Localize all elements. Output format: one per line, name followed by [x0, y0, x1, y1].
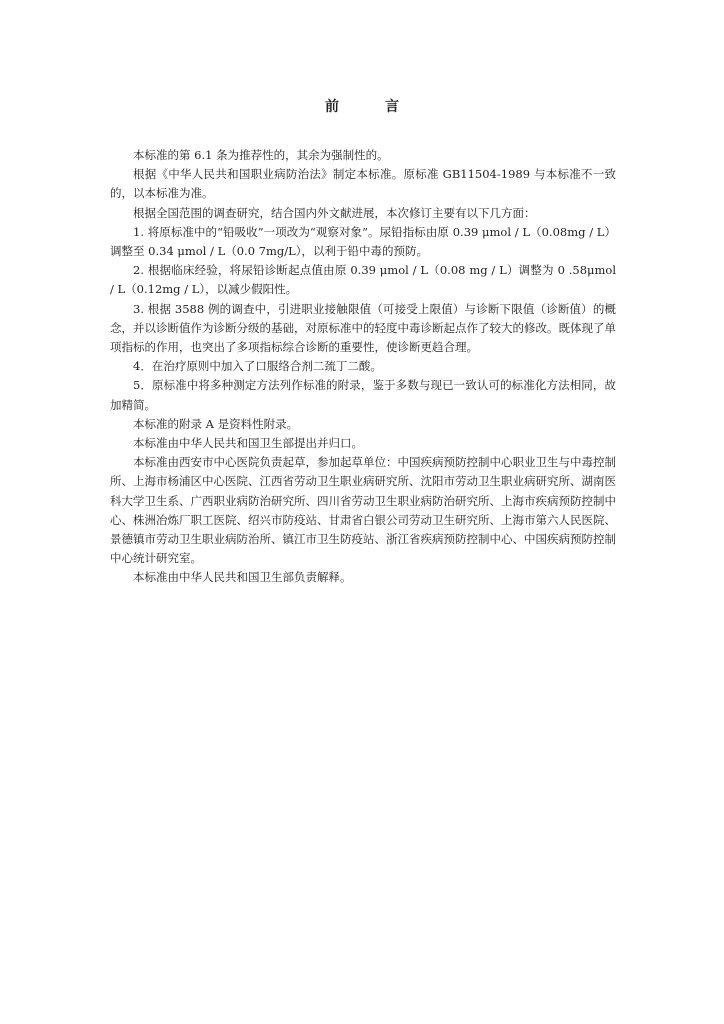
paragraph-11: 本标准由西安市中心医院负责起草，参加起草单位：中国疾病预防控制中心职业卫生与中毒控制所、上海市杨浦区中心医院、江西省劳动卫生职业病研究所、沈阳市劳动卫生职业病研究所、湖南医科大学卫生系、广西职业病防治研究所、四川省劳动卫生职业病防治研究所、上海市疾病预防控制中心、株洲冶炼厂职工医院、绍兴市防疫站、甘肃省白银公司劳动卫生研究所、上海市第六人民医院、景德镇市劳动卫生职业病防治所、镇江市卫生防疫站、浙江省疾病预防控制中心、中国疾病预防控制中心统计研究室。 [110, 455, 616, 566]
paragraph-12: 本标准由中华人民共和国卫生部负责解释。 [133, 570, 352, 585]
paragraph-3: 根据全国范围的调查研究，结合国内外文献进展，本次修订主要有以下几方面： [133, 205, 536, 220]
paragraph-4: 1. 将原标准中的“铅吸收”一项改为“观察对象”。尿铅指标由原 0.39 μmol / L（0.08mg / L）调整至 0.34 μmol / L（0.0 7mg/L），以利于铅中毒的预防。 [110, 224, 616, 259]
page-title: 前 言 [325, 99, 415, 115]
paragraph-2: 根据《中华人民共和国职业病防治法》制定本标准。原标准 GB11504-1989 与本标准不一致的，以本标准为准。 [110, 167, 616, 201]
paragraph-8: 5．原标准中将多种测定方法列作标准的附录，鉴于多数与现已一致认可的标准化方法相同，故加精简。 [110, 378, 616, 412]
paragraph-7: 4．在治疗原则中加入了口服络合剂二巯丁二酸。 [133, 359, 382, 374]
paragraph-5: 2. 根据临床经验，将尿铅诊断起点值由原 0.39 μmol / L（0.08 mg / L）调整为 0 .58μmol / L（0.12mg / L），以减少假阳性。 [110, 263, 616, 297]
paragraph-1: 本标准的第 6.1 条为推荐性的，其余为强制性的。 [133, 148, 389, 162]
paragraph-9: 本标准的附录 A 是资料性附录。 [133, 416, 299, 431]
paragraph-10: 本标准由中华人民共和国卫生部提出并归口。 [133, 436, 363, 451]
document-body [110, 146, 616, 588]
paragraph-6: 3. 根据 3588 例的调查中，引进职业接触限值（可接受上限值）与诊断下限值（诊断值）的概念，并以诊断值作为诊断分级的基础，对原标准中的轻度中毒诊断起点作了较大的修改。既体现了单项指标的作用，也突出了多项指标综合诊断的重要性，使诊断更趋合理。 [110, 301, 616, 355]
